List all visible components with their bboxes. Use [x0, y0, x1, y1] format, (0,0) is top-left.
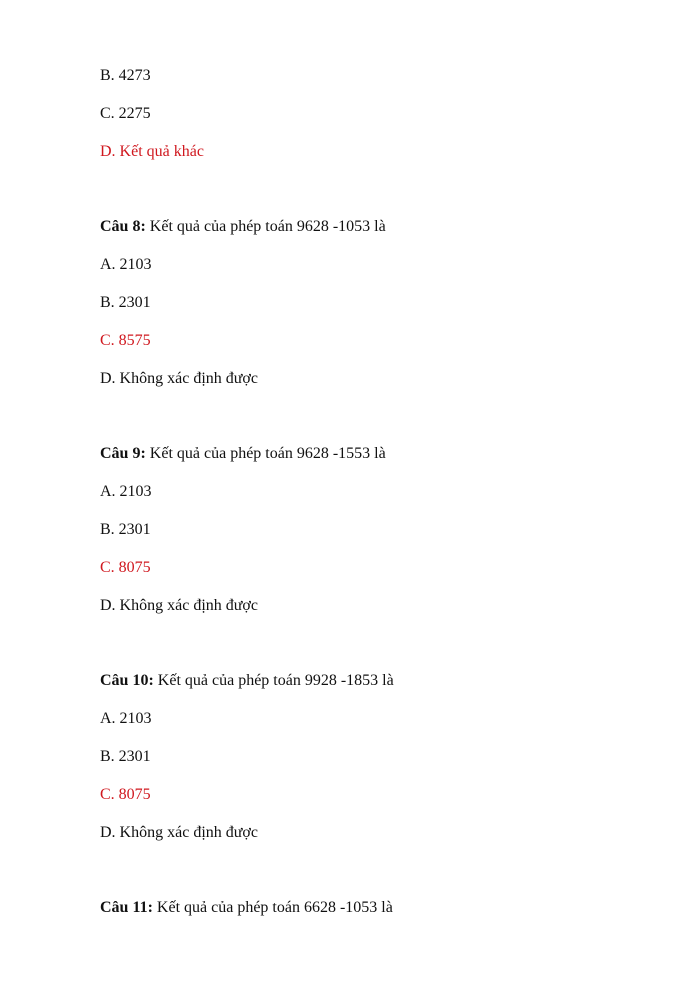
option-b: B. 2301: [100, 294, 151, 311]
option-a: A. 2103: [100, 256, 152, 273]
option-b: B. 4273: [100, 67, 151, 84]
option-c-correct: C. 8075: [100, 786, 151, 803]
question-text: Kết quả của phép toán 9628 -1553 là: [145, 445, 386, 462]
option-d: D. Không xác định được: [100, 597, 258, 614]
option-c: C. 2275: [100, 105, 151, 122]
option-c-correct: C. 8075: [100, 559, 151, 576]
question-9: [100, 444, 386, 464]
question-8: [100, 217, 386, 237]
option-a: A. 2103: [100, 483, 152, 500]
question-text: Kết quả của phép toán 6628 -1053 là: [152, 899, 393, 916]
option-b: B. 2301: [100, 521, 151, 538]
question-label: Câu 8:: [100, 218, 146, 235]
option-d: D. Không xác định được: [100, 370, 258, 387]
option-a: A. 2103: [100, 710, 152, 727]
question-10: [100, 671, 394, 691]
question-label: Câu 10:: [100, 672, 154, 689]
question-label: Câu 9:: [100, 445, 146, 462]
question-text: Kết quả của phép toán 9928 -1853 là: [153, 672, 394, 689]
option-d: D. Không xác định được: [100, 824, 258, 841]
question-text: Kết quả của phép toán 9628 -1053 là: [145, 218, 386, 235]
question-label: Câu 11:: [100, 899, 153, 916]
question-11: [100, 898, 393, 918]
option-c-correct: C. 8575: [100, 332, 151, 349]
option-d-correct: D. Kết quả khác: [100, 143, 204, 160]
option-b: B. 2301: [100, 748, 151, 765]
